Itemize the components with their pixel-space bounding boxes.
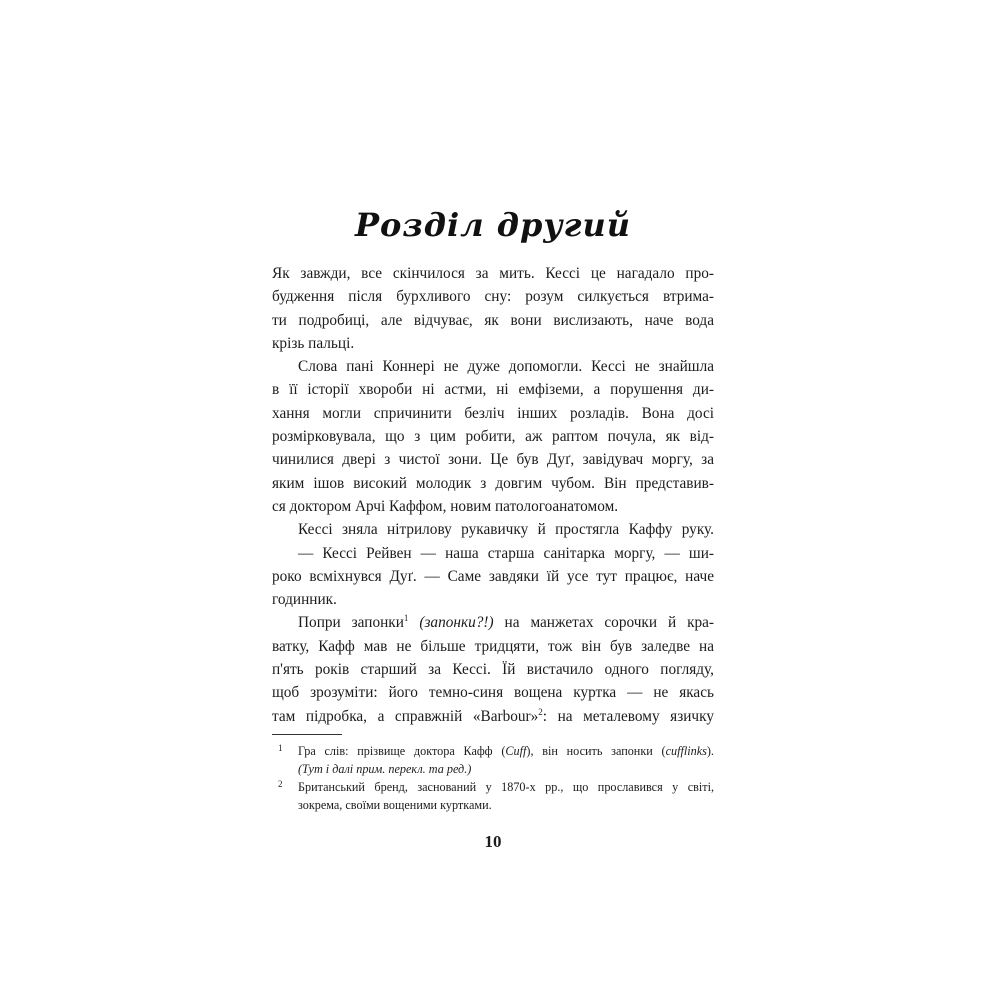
text-line: яким ішов високий молодик з довгим чубом. Він представив-: [272, 474, 714, 492]
footnote-mark: 1: [278, 743, 283, 753]
text-line: чинилися двері з чистої зони. Це був Дуґ, завідувач моргу, за: [272, 451, 714, 469]
text-line: — Кессі Рейвен — наша старша санітарка моргу, — ши-: [298, 544, 714, 562]
text-fragment: Гра слів: прізвище доктора Кафф (: [298, 744, 506, 758]
footnote-ref[interactable]: 2: [538, 706, 543, 717]
chapter-title: Розділ другий: [354, 206, 632, 244]
text-line: розмірковувала, що з цим робити, аж раптом почула, як від-: [272, 428, 714, 446]
page-number: 10: [484, 832, 502, 851]
text-line: Як завжди, все скінчилося за мить. Кессі це нагадало про-: [272, 265, 714, 282]
footnote-1: [272, 742, 714, 778]
footnote-line: [298, 760, 714, 778]
text-line: п'ять років старший за Кессі. Їй вистачило одного погляду,: [272, 661, 714, 679]
text-fragment-italic: Cuff: [505, 744, 527, 758]
text-line: годинник.: [272, 591, 337, 609]
text-fragment-italic: (Тут і далі прим. перекл. та ред.): [298, 762, 472, 776]
text-fragment: ).: [706, 744, 714, 758]
footnote-ref[interactable]: 1: [403, 613, 409, 624]
text-line: щоб зрозуміти: його темно-синя вощена куртка — не якась: [272, 684, 714, 702]
text-line: ся доктором Арчі Каффом, новим патологоанатомом.: [272, 497, 619, 515]
footnote-mark: 2: [278, 779, 283, 789]
body-text: [272, 262, 714, 728]
text-fragment: на манжетах сорочки й кра-: [504, 614, 715, 632]
text-fragment-italic: (запонки?!): [419, 614, 494, 632]
text-line: Кессі зняла нітрилову рукавичку й простягла Каффу руку.: [298, 521, 714, 539]
text-fragment: ), він носить запонки (: [526, 744, 666, 758]
text-fragment: : на металевому язичку: [542, 707, 714, 725]
text-line: ти подробиці, але відчуває, як вони вислизають, наче вода: [272, 311, 714, 329]
footnote-line: Британський бренд, заснований у 1870-х рр., що прославився у світі,: [298, 780, 714, 794]
footnote-2: [272, 778, 714, 814]
text-line: Слова пані Коннері не дуже допомогли. Кессі не знайшла: [298, 358, 714, 376]
text-line: в її історії хвороби ні астми, ні емфіземи, а порушення ди-: [272, 381, 714, 399]
text-line: ватку, Кафф мав не більше тридцяти, тож він був заледве на: [272, 637, 714, 655]
footnote-line: зокрема, своїми вощеними куртками.: [298, 798, 492, 812]
book-page: [272, 0, 714, 1000]
text-line: хання могли спричинити безліч інших розладів. Вона досі: [272, 404, 714, 422]
text-fragment: Попри запонки: [298, 614, 404, 632]
text-line: [272, 705, 714, 728]
footnote-divider: [272, 734, 342, 735]
text-line: крізь пальці.: [272, 334, 355, 352]
text-line: [272, 611, 714, 634]
text-line: будження після бурхливого сну: розум силкується втрима-: [272, 288, 714, 306]
footnote-line: [298, 742, 714, 760]
text-fragment: там підробка, а справжній «Barbour»: [272, 707, 539, 725]
footnotes: [272, 742, 714, 814]
text-line: роко всміхнувся Дуґ. — Саме завдяки їй усе тут працює, наче: [272, 567, 714, 585]
text-fragment-italic: cufflinks: [665, 744, 707, 758]
